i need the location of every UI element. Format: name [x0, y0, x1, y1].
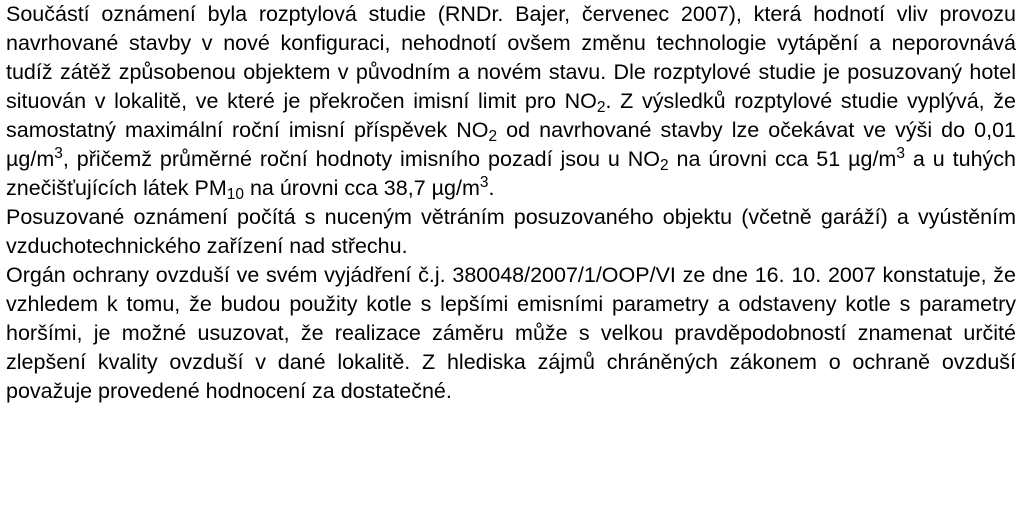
text-run: na úrovni cca 51 µg/m	[668, 147, 897, 171]
text-run: Součástí oznámení byla rozptylová studie (RNDr. Bajer, červenec 2007), která hodnotí vliv provozu navrhované stavby v nové konfiguraci, nehodnotí ovšem změnu technologie vytápění a neporovnává tudíž zátěž způsobenou objektem v původním a novém stavu. Dle rozptylové studie je posuzovaný hotel situován v lokalitě, ve které je překročen imisní limit pro NO	[6, 2, 1016, 113]
text-run: .	[488, 176, 495, 200]
superscript: 3	[54, 144, 63, 162]
text-run: , přičemž průměrné roční hodnoty imisního pozadí jsou u NO	[62, 147, 661, 171]
paragraph-air-protection-body	[6, 261, 1016, 406]
superscript: 3	[896, 144, 905, 162]
subscript: 2	[596, 98, 606, 116]
text-run: na úrovni cca 38,7 µg/m	[243, 176, 480, 200]
text-run: od navrhované stavby lze očekávat ve výši do 0,01 µg/m	[6, 118, 1016, 171]
subscript: 10	[226, 185, 244, 203]
paragraph-dispersion-study	[6, 0, 1016, 203]
text-run: a u tuhých znečišťujících látek PM	[6, 147, 1016, 200]
subscript: 2	[660, 156, 669, 174]
superscript: 3	[479, 173, 489, 191]
subscript: 2	[488, 127, 498, 145]
paragraph-ventilation	[6, 203, 1016, 261]
text-run: Orgán ochrany ovzduší ve svém vyjádření č.j. 380048/2007/1/OOP/VI ze dne 16. 10. 2007 konstatuje, že vzhledem k tomu, že budou použity kotle s lepšími emisními parametry a odstaveny kotle s parametry horšími, je možné usuzovat, že realizace záměru může s velkou pravděpodobností znamenat určité zlepšení kvality ovzduší v dané lokalitě. Z hlediska zájmů chráněných zákonem o ochraně ovzduší považuje provedené hodnocení za dostatečné.	[6, 263, 1016, 403]
text-run: . Z výsledků rozptylové studie vyplývá, že samostatný maximální roční imisní příspěvek NO	[6, 89, 1016, 142]
text-run: Posuzované oznámení počítá s nuceným větráním posuzovaného objektu (včetně garáží) a vyústěním vzduchotechnického zařízení nad střechu.	[6, 205, 1016, 258]
